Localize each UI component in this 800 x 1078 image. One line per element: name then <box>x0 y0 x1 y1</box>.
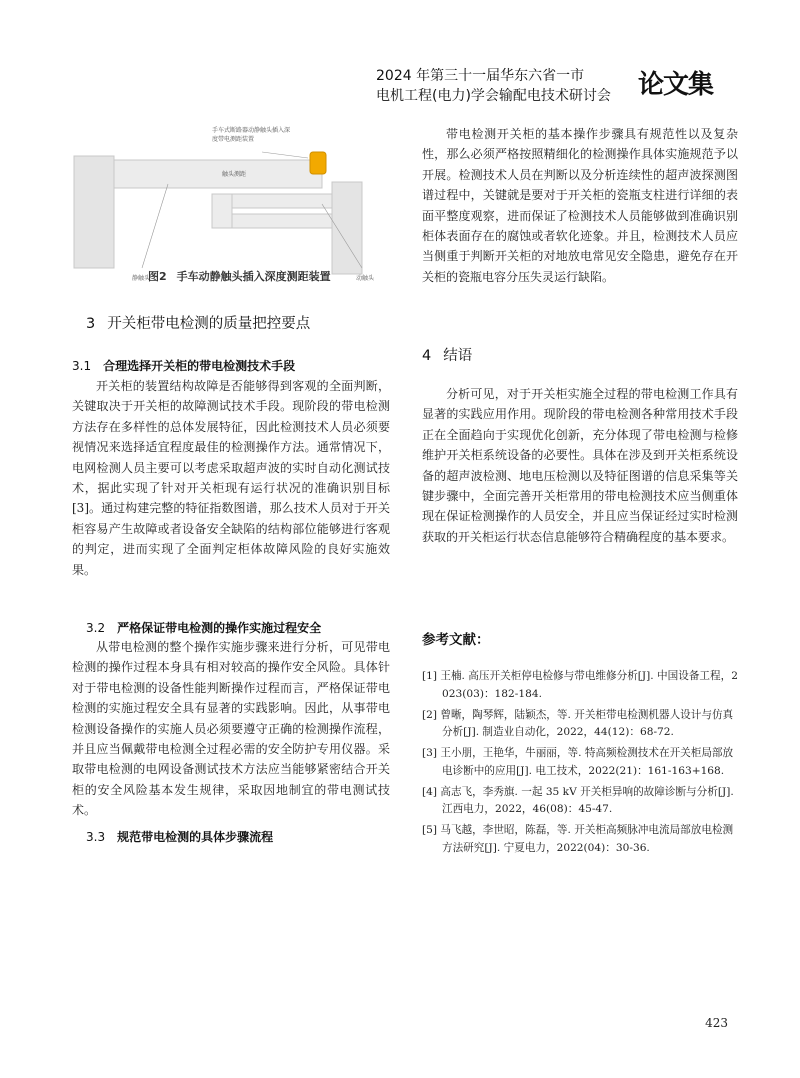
figure-number: 图2 <box>148 270 167 283</box>
section-title: 结语 <box>443 348 473 364</box>
leader-annotation <box>262 152 308 158</box>
figure-caption-text: 手车动静触头插入深度测距装置 <box>176 270 331 283</box>
contact-arm <box>114 160 322 188</box>
moving-part-left <box>212 194 232 228</box>
page-number: 423 <box>705 1016 728 1030</box>
subsection-title: 合理选择开关柜的带电检测技术手段 <box>103 359 296 373</box>
subsection-title: 严格保证带电检测的操作实施过程安全 <box>117 621 322 635</box>
section-number: 3 <box>86 316 96 332</box>
reference-item: [2] 曾晰，陶琴辉，陆颖杰，等. 开关柜带电检测机器人设计与仿真分析[J]. 制造业自动化，2022，44(12)：68-72. <box>422 708 734 738</box>
conference-title-line2: 电机工程(电力)学会输配电技术研讨会 <box>376 88 611 104</box>
moving-part-top <box>232 194 332 208</box>
figure-2 <box>72 122 390 292</box>
reference-item: [5] 马飞越，李世昭，陈磊，等. 开关柜高频脉冲电流局部放电检测方法研究[J]. 宁夏电力，2022(04)：30-36. <box>422 824 734 854</box>
leader-static <box>142 184 168 268</box>
references-list <box>422 668 740 861</box>
moving-contact-block <box>332 182 362 274</box>
annotation-line1: 手车式断路器动静触头插入深 <box>212 127 291 134</box>
moving-part-bottom <box>232 214 332 228</box>
static-contact-label: 静触头 <box>132 275 151 282</box>
reference-item: [3] 王小朋，王艳华，牛丽丽，等. 特高频检测技术在开关柜局部放电诊断中的应用[J]. 电工技术，2022(21)：161-163+168. <box>422 747 734 777</box>
conference-title-line1: 2024 年第三十一届华东六省一市 <box>376 68 585 84</box>
static-contact-block <box>74 156 114 268</box>
figure-caption <box>72 268 390 284</box>
section-3-3-body: 带电检测开关柜的基本操作步骤具有规范性以及复杂性，那么必须严格按照精细化的检测操作具体实施规范予以开展。检测技术人员在判断以及分析连续性的超声波探测图谱过程中，关键就是要对于开关柜的瓷瓶支柱进行详细的表面平整度观察，进而保证了检测技术人员能够做到准确识别柜体表面存在的腐蚀或者软化迹象。并且，检测技术人员应当侧重于判断开关柜的对地放电常见安全隐患，避免存在开关柜的瓷瓶电容分压失灵运行缺陷。 <box>422 127 738 284</box>
subsection-number: 3.1 <box>72 359 92 373</box>
section-3-1-heading <box>72 357 295 374</box>
conference-title <box>376 66 636 106</box>
figure-annotation-label <box>212 126 292 143</box>
section-title: 开关柜带电检测的质量把控要点 <box>107 316 311 332</box>
reference-item: [4] 高志飞，李秀旗. 一起 35 kV 开关柜异响的故障诊断与分析[J]. 江西电力，2022，46(08)：45-47. <box>422 785 734 815</box>
moving-contact-label: 动触头 <box>356 275 375 282</box>
references-heading: 参考文献： <box>422 632 490 648</box>
subsection-number: 3.2 <box>86 621 106 635</box>
contact-head <box>310 152 326 174</box>
subsection-title: 规范带电检测的具体步骤流程 <box>117 830 274 844</box>
section-3-2-heading <box>86 619 321 636</box>
annotation-line2: 度带电测距装置 <box>212 136 255 143</box>
conclusion-body: 分析可见，对于开关柜实施全过程的带电检测工作具有显著的实践应用作用。现阶段的带电检测各种常用技术手段正在全面趋向于实现优化创新，充分体现了带电检测与检修维护开关柜系统设备的必要性。具体在涉及到开关柜系统设备的超声波检测、地电压检测以及特征图谱的信息采集等关键步骤中，全面完善开关柜常用的带电检测技术应当侧重体现在保证检测操作的人员安全，并且应当保证经过实时检测获取的开关柜运行状态信息能够符合精确程度的基本要求。 <box>422 387 738 544</box>
section-3-2-body: 从带电检测的整个操作实施步骤来进行分析，可见带电检测的操作过程本身具有相对较高的操作安全风险。具体针对于带电检测的设备性能判断操作过程而言，严格保证带电检测的实施过程安全具有显著的实践影响。因此，从事带电检测设备操作的实施人员必须要遵守正确的检测操作流程，并且应当佩戴带电检测全过程必需的安全防护专用仪器。采取带电检测的电网设备测试技术方法应当能够紧密结合开关柜的安全风险基本发生规律，采取因地制宜的带电测试技术。 <box>72 640 390 818</box>
figure-2-diagram <box>72 122 390 292</box>
section-3-heading <box>86 312 310 333</box>
center-line-label: 触头测距 <box>222 171 247 178</box>
subsection-number: 3.3 <box>86 830 106 844</box>
proceedings-brand: 论文集 <box>638 70 714 100</box>
reference-item: [1] 王楠. 高压开关柜停电检修与带电维修分析[J]. 中国设备工程，2023(03)：182-184. <box>422 670 738 700</box>
section-4-heading <box>422 344 472 365</box>
section-number: 4 <box>422 348 432 364</box>
section-3-1-body: 开关柜的装置结构故障是否能够得到客观的全面判断，关键取决于开关柜的故障测试技术手段。现阶段的带电检测方法存在多样性的总体发展特征，因此检测技术人员必须要视情况来选择适宜程度最佳的检测操作方法。通常情况下，电网检测人员主要可以考虑采取超声波的实时自动化测试技术，据此实现了针对开关柜现有运行状况的准确识别目标[3]。通过构建完整的特征指数图谱，那么技术人员对于开关柜容易产生故障或者设备安全缺陷的结构部位能够进行客观的判定，进而实现了全面判定柜体故障风险的良好实施效果。 <box>72 379 390 577</box>
section-3-3-heading <box>86 828 273 845</box>
